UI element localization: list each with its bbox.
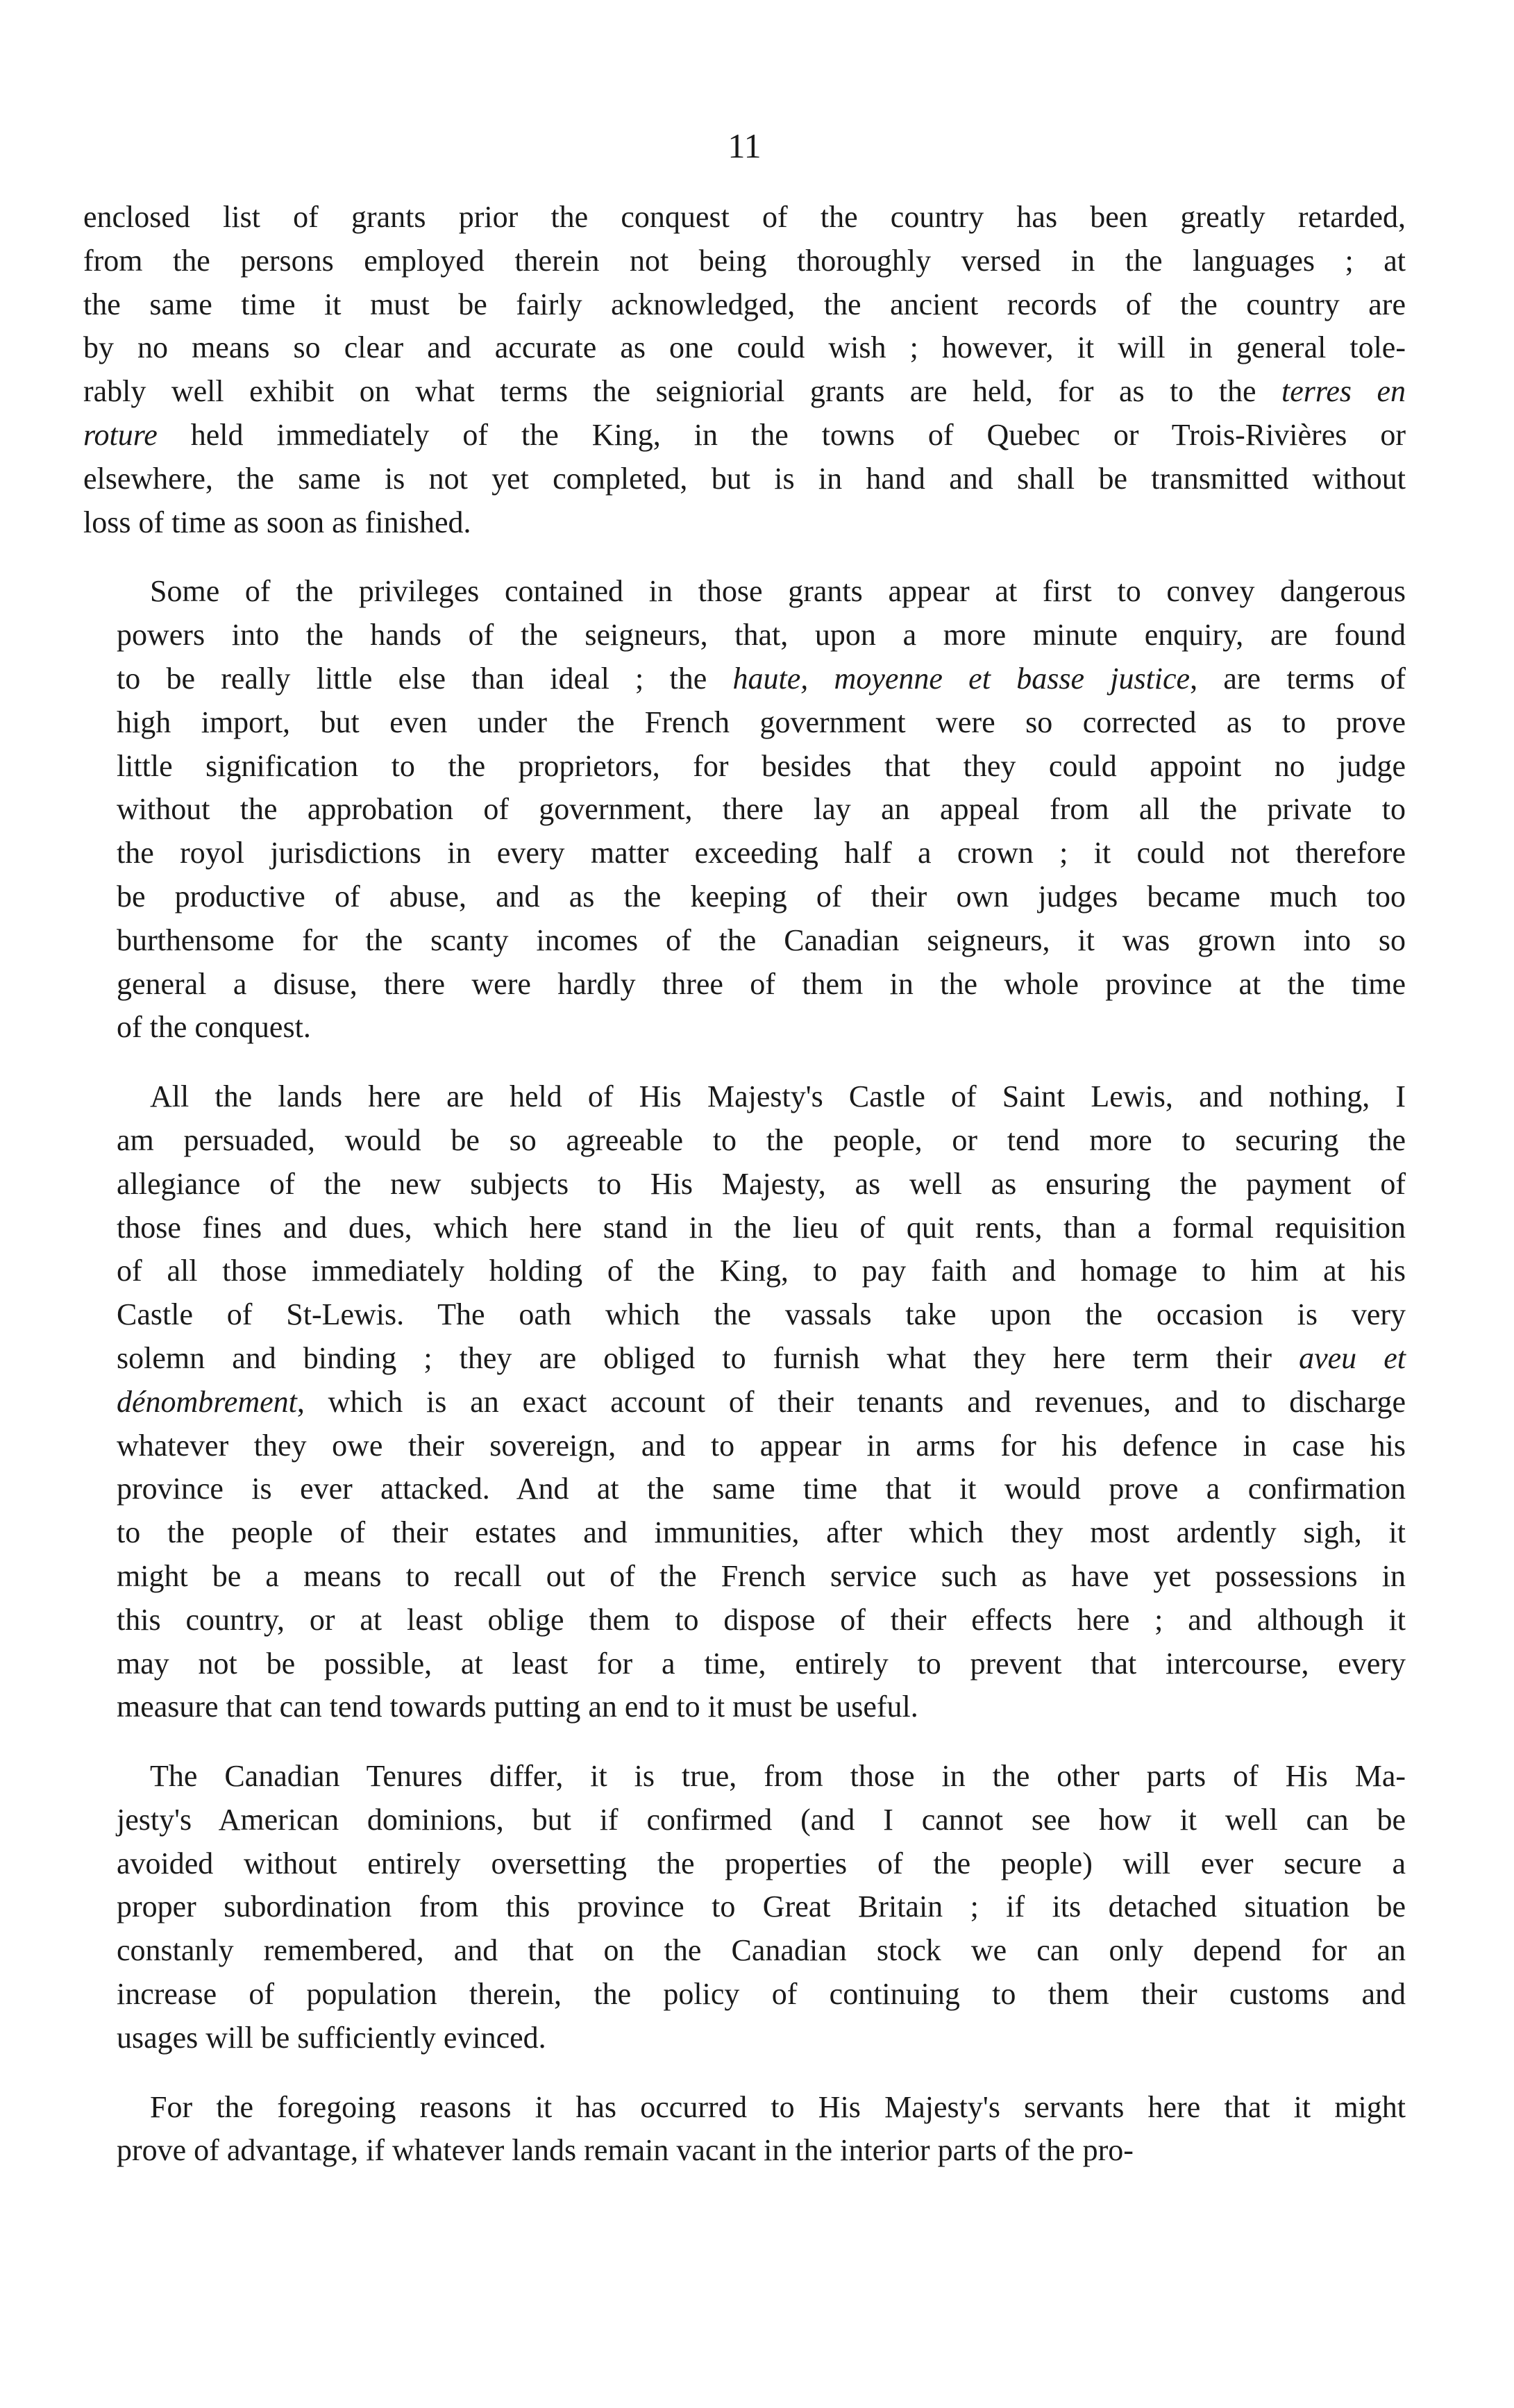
- text-line: burthensome for the scanty incomes of the Canadian seigneurs, it was grown into so: [117, 923, 1406, 957]
- paragraph: [83, 1755, 1406, 2060]
- text-line: constanly remembered, and that on the Canadian stock we can only depend for an: [117, 1933, 1406, 1968]
- text-line: from the persons employed therein not being thoroughly versed in the languages ; at: [83, 243, 1406, 278]
- text-line: little signification to the proprietors, for besides that they could appoint no judge: [117, 748, 1406, 783]
- text-line: increase of population therein, the policy of continuing to them their customs and: [117, 1977, 1406, 2012]
- text-line: the same time it must be fairly acknowledged, the ancient records of the country are: [83, 287, 1406, 321]
- text-line: usages will be sufficiently evinced.: [117, 2020, 546, 2055]
- text-line: am persuaded, would be so agreeable to the people, or tend more to securing the: [117, 1122, 1406, 1157]
- text-line: jesty's American dominions, but if confirmed (and I cannot see how it well can be: [117, 1802, 1406, 1837]
- text-line: dénombrement, which is an exact account of their tenants and revenues, and to discharge: [117, 1384, 1406, 1419]
- text-line: Castle of St-Lewis. The oath which the vassals take upon the occasion is very: [117, 1297, 1406, 1332]
- italic-phrase: aveu et: [1299, 1340, 1406, 1375]
- text-line: The Canadian Tenures differ, it is true, from those in the other parts of His Ma-: [150, 1759, 1406, 1794]
- text-line: For the foregoing reasons it has occurred to His Majesty's servants here that it might: [150, 2089, 1406, 2124]
- text-line: those fines and dues, which here stand in the lieu of quit rents, than a formal requisition: [117, 1210, 1406, 1245]
- text-line: to be really little else than ideal ; the haute, moyenne et basse justice, are terms of: [117, 661, 1406, 696]
- text-line: to the people of their estates and immunities, after which they most ardently sigh, it: [117, 1515, 1406, 1550]
- italic-phrase: terres en: [1281, 374, 1406, 409]
- text-line: this country, or at least oblige them to dispose of their effects here ; and although it: [117, 1602, 1406, 1637]
- italic-phrase: roture: [83, 417, 158, 452]
- paragraph: [83, 1075, 1406, 1729]
- text-line: All the lands here are held of His Majesty's Castle of Saint Lewis, and nothing, I: [150, 1079, 1406, 1114]
- text-line: allegiance of the new subjects to His Majesty, as well as ensuring the payment of: [117, 1166, 1406, 1201]
- text-line: Some of the privileges contained in those grants appear at first to convey dangerous: [150, 574, 1406, 609]
- body-text: [83, 196, 1406, 2173]
- italic-phrase: haute, moyenne et basse justice: [732, 661, 1191, 696]
- text-line: whatever they owe their sovereign, and to appear in arms for his defence in case his: [117, 1428, 1406, 1463]
- text-line: loss of time as soon as finished.: [83, 505, 471, 539]
- paragraph: [83, 196, 1406, 544]
- text-line: the royol jurisdictions in every matter exceeding half a crown ; it could not therefore: [117, 836, 1406, 870]
- text-line: might be a means to recall out of the French service such as have yet possessions in: [117, 1558, 1406, 1593]
- document-page: [83, 125, 1406, 2198]
- text-line: roture held immediately of the King, in the towns of Quebec or Trois-Rivières or: [83, 417, 1406, 452]
- text-line: prove of advantage, if whatever lands remain vacant in the interior parts of the pro-: [117, 2133, 1134, 2168]
- text-line: province is ever attacked. And at the same time that it would prove a confirmation: [117, 1472, 1406, 1506]
- paragraph: [83, 2086, 1406, 2173]
- text-line: powers into the hands of the seigneurs, that, upon a more minute enquiry, are found: [117, 618, 1406, 652]
- text-line: by no means so clear and accurate as one could wish ; however, it will in general tole-: [83, 330, 1406, 365]
- page-number: 11: [727, 126, 762, 165]
- text-line: proper subordination from this province to Great Britain ; if its detached situation be: [117, 1889, 1406, 1924]
- text-line: without the approbation of government, there lay an appeal from all the private to: [117, 792, 1406, 827]
- text-line: may not be possible, at least for a time, entirely to prevent that intercourse, every: [117, 1646, 1406, 1681]
- text-line: rably well exhibit on what terms the seigniorial grants are held, for as to the terres en: [83, 374, 1406, 409]
- text-line: elsewhere, the same is not yet completed, but is in hand and shall be transmitted without: [83, 461, 1406, 496]
- text-line: high import, but even under the French government were so corrected as to prove: [117, 705, 1406, 739]
- text-line: general a disuse, there were hardly three of them in the whole province at the time: [117, 966, 1406, 1001]
- text-line: of all those immediately holding of the King, to pay faith and homage to him at his: [117, 1254, 1406, 1288]
- text-line: measure that can tend towards putting an end to it must be useful.: [117, 1690, 918, 1724]
- paragraph: [83, 570, 1406, 1050]
- italic-phrase: dénombrement: [117, 1384, 297, 1419]
- text-line: of the conquest.: [117, 1010, 311, 1045]
- text-line: solemn and binding ; they are obliged to furnish what they here term their aveu et: [117, 1340, 1406, 1375]
- text-line: avoided without entirely oversetting the properties of the people) will ever secure a: [117, 1846, 1406, 1880]
- text-line: be productive of abuse, and as the keeping of their own judges became much too: [117, 879, 1406, 913]
- text-line: enclosed list of grants prior the conquest of the country has been greatly retarded,: [83, 200, 1406, 234]
